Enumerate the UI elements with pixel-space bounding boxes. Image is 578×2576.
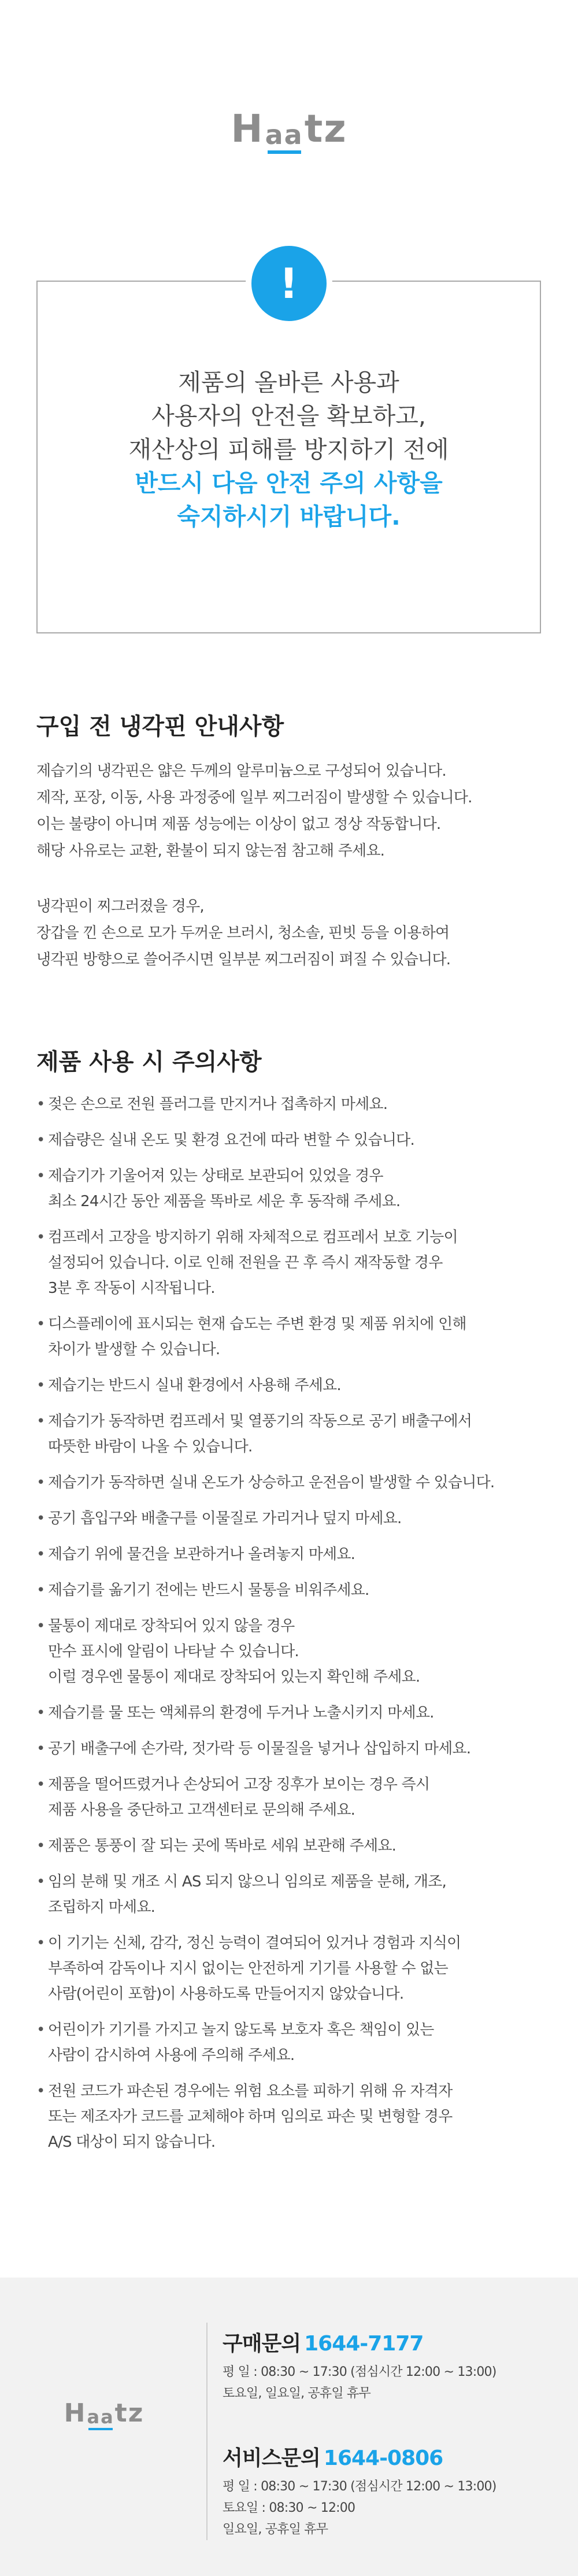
exclamation-icon [246, 240, 332, 327]
caution-item-line: 최소 24시간 동안 제품을 똑바로 세운 후 동작해 주세요. [48, 1193, 401, 1210]
service-phone-number[interactable]: 1644-0806 [323, 2446, 443, 2470]
caution-item-line: • 제품을 떨어뜨렸거나 손상되어 고장 징후가 보이는 경우 즉시 [48, 1776, 430, 1793]
caution-item-line: • 어린이가 기기를 가지고 놀지 않도록 보호자 혹은 책임이 있는 [48, 2021, 434, 2039]
paragraph-line: 해당 사유로는 교환, 환불이 되지 않는점 참고해 주세요. [36, 842, 385, 860]
brand-logo [0, 106, 578, 162]
caution-item [36, 1578, 557, 1603]
caution-item-line: 제품 사용을 중단하고 고객센터로 문의해 주세요. [48, 1801, 355, 1819]
caution-item [36, 1930, 557, 2007]
caution-item-line: • 전원 코드가 파손된 경우에는 위험 요소를 피하기 위해 유 자격자 [48, 2083, 453, 2100]
caution-item-line: • 공기 배출구에 손가락, 젓가락 등 이물질을 넣거나 삽입하지 마세요. [48, 1740, 471, 1757]
purchase-label: 구매문의 [223, 2332, 301, 2356]
caution-item-line: 사람(어린이 포함)이 사용하도록 만들어지지 않았습니다. [48, 1985, 404, 2003]
caution-item [36, 1772, 557, 1823]
purchase-hours: 평 일 : 08:30 ~ 17:30 (점심시간 12:00 ~ 13:00) [223, 2365, 497, 2379]
logo-aa [86, 2408, 114, 2426]
paragraph-line: 제작, 포장, 이동, 사용 과정중에 일부 찌그러짐이 발생할 수 있습니다. [36, 789, 472, 806]
logo-letter-h: H [64, 2398, 87, 2428]
caution-item [36, 2017, 557, 2068]
caution-item-line: • 임의 분해 및 개조 시 AS 되지 않으니 임의로 제품을 분해, 개조, [48, 1873, 446, 1890]
caution-item-line: • 컴프레서 고장을 방지하기 위해 자체적으로 컴프레서 보호 기능이 [48, 1229, 458, 1246]
footer [0, 2278, 578, 2576]
caution-item [36, 1311, 557, 1362]
purchase-holidays: 토요일, 일요일, 공휴일 휴무 [223, 2386, 370, 2401]
caution-item [36, 2079, 557, 2155]
caution-item [36, 1470, 557, 1495]
purchase-contact [223, 2327, 497, 2404]
caution-item [36, 1542, 557, 1567]
logo-accent-bar [268, 150, 301, 154]
caution-item-line: 또는 제조자가 코드를 교체해야 하며 임의로 파손 및 변형할 경우 [48, 2108, 453, 2125]
caution-item-line: • 물통이 제대로 장착되어 있지 않을 경우 [48, 1617, 295, 1635]
logo-letter-h: H [231, 106, 264, 151]
logo-aa [264, 121, 305, 148]
service-saturday-hours: 토요일 : 08:30 ~ 12:00 [223, 2501, 355, 2515]
caution-item-line: • 디스플레이에 표시되는 현재 습도는 주변 환경 및 제품 위치에 인해 [48, 1315, 466, 1333]
service-contact-title [223, 2442, 497, 2471]
caution-item [36, 1736, 557, 1761]
caution-item-line: • 제품은 통풍이 잘 되는 곳에 똑바로 세워 보관해 주세요. [48, 1837, 397, 1855]
caution-item-line: • 제습기를 물 또는 액체류의 환경에 두거나 노출시키지 마세요. [48, 1704, 434, 1722]
logo-letters-aa: aa [265, 119, 303, 150]
caution-item-line: • 제습기가 동작하면 실내 온도가 상승하고 운전음이 발생할 수 있습니다. [48, 1474, 495, 1491]
caution-item-line: 이럴 경우엔 물통이 제대로 장착되어 있는지 확인해 주세요. [48, 1668, 420, 1686]
logo-letters-aa: aa [87, 2406, 114, 2428]
purchase-contact-title [223, 2327, 497, 2357]
caution-item-line: 부족하여 감독이나 지시 없이는 안전하게 기기를 사용할 수 없는 [48, 1960, 448, 1977]
paragraph-line: 이는 불량이 아니며 제품 성능에는 이상이 없고 정상 작동합니다. [36, 816, 441, 833]
paragraph-line: 제습기의 냉각핀은 얇은 두께의 알루미늄으로 구성되어 있습니다. [36, 762, 446, 780]
caution-item-line: • 제습기는 반드시 실내 환경에서 사용해 주세요. [48, 1377, 341, 1394]
caution-item-line: • 제습기 위에 물건을 보관하거나 올려놓지 마세요. [48, 1546, 355, 1563]
caution-item-line: 설정되어 있습니다. 이로 인해 전원을 끈 후 즉시 재작동할 경우 [48, 1254, 443, 1272]
caution-item [36, 1833, 557, 1859]
caution-item-line: • 젖은 손으로 전원 플러그를 만지거나 접촉하지 마세요. [48, 1096, 388, 1113]
caution-item [36, 1092, 557, 1117]
caution-item [36, 1869, 557, 1920]
caution-item [36, 1506, 557, 1531]
caution-item [36, 1127, 557, 1153]
caution-item [36, 1409, 557, 1460]
caution-item-line: • 제습기가 기울어져 있는 상태로 보관되어 있었을 경우 [48, 1167, 383, 1185]
caution-item-line: • 제습기를 옮기기 전에는 반드시 물통을 비워주세요. [48, 1582, 369, 1599]
service-contact [223, 2442, 497, 2540]
caution-item-line: A/S 대상이 되지 않습니다. [48, 2133, 216, 2151]
warning-highlight-line: 숙지하시기 바랍니다. [177, 503, 401, 530]
caution-item-line: 만수 표시에 알림이 나타날 수 있습니다. [48, 1643, 299, 1660]
exclamation-mark: ! [279, 259, 298, 308]
safety-warning-box [36, 259, 541, 633]
service-weekday-hours: 평 일 : 08:30 ~ 17:30 (점심시간 12:00 ~ 13:00) [223, 2479, 497, 2494]
caution-item [36, 1700, 557, 1726]
caution-item-line: 조립하지 마세요. [48, 1899, 155, 1916]
cooling-fin-paragraph-1 [36, 758, 545, 864]
logo-letters-tz: tz [304, 106, 347, 151]
logo-accent-bar [88, 2428, 112, 2430]
warning-line: 사용자의 안전을 확보하고, [151, 402, 426, 430]
service-holidays: 일요일, 공휴일 휴무 [223, 2522, 328, 2537]
service-label: 서비스문의 [223, 2446, 320, 2470]
caution-item [36, 1225, 557, 1301]
caution-item-line: • 제습량은 실내 온도 및 환경 요건에 따라 변할 수 있습니다. [48, 1132, 414, 1149]
warning-message [38, 366, 540, 533]
warning-line: 재산상의 피해를 방지하기 전에 [128, 436, 449, 463]
caution-item-line: • 이 기기는 신체, 감각, 정신 능력이 결여되어 있거나 경험과 지식이 [48, 1934, 461, 1952]
warning-highlight-line: 반드시 다음 안전 주의 사항을 [135, 469, 443, 497]
cautions-title: 제품 사용 시 주의사항 [36, 1049, 262, 1075]
caution-item [36, 1373, 557, 1398]
cooling-fin-title: 구입 전 냉각핀 안내사항 [36, 713, 284, 740]
footer-divider [206, 2323, 208, 2540]
paragraph-line: 냉각핀 방향으로 쓸어주시면 일부분 찌그러짐이 펴질 수 있습니다. [36, 951, 451, 968]
warning-line: 제품의 올바른 사용과 [178, 368, 399, 396]
logo-letters-tz: tz [114, 2398, 144, 2428]
cooling-fin-paragraph-2 [36, 893, 545, 973]
paragraph-line: 냉각핀이 찌그러졌을 경우, [36, 898, 204, 915]
caution-item-line: • 제습기가 동작하면 컴프레서 및 열풍기의 작동으로 공기 배출구에서 [48, 1413, 472, 1430]
caution-list [36, 1092, 557, 2165]
caution-item-line: 차이가 발생할 수 있습니다. [48, 1341, 220, 1358]
caution-item-line: 3분 후 작동이 시작됩니다. [48, 1280, 215, 1297]
caution-item-line: • 공기 흡입구와 배출구를 이물질로 가리거나 덮지 마세요. [48, 1510, 402, 1527]
caution-item-line: 따뜻한 바람이 나올 수 있습니다. [48, 1438, 253, 1455]
caution-item [36, 1163, 557, 1214]
paragraph-line: 장갑을 낀 손으로 모가 두꺼운 브러시, 청소솔, 핀빗 등을 이용하여 [36, 924, 450, 942]
purchase-phone-number[interactable]: 1644-7177 [304, 2332, 424, 2356]
caution-item-line: 사람이 감시하여 사용에 주의해 주세요. [48, 2047, 295, 2064]
caution-item [36, 1613, 557, 1690]
footer-logo [0, 2398, 208, 2428]
